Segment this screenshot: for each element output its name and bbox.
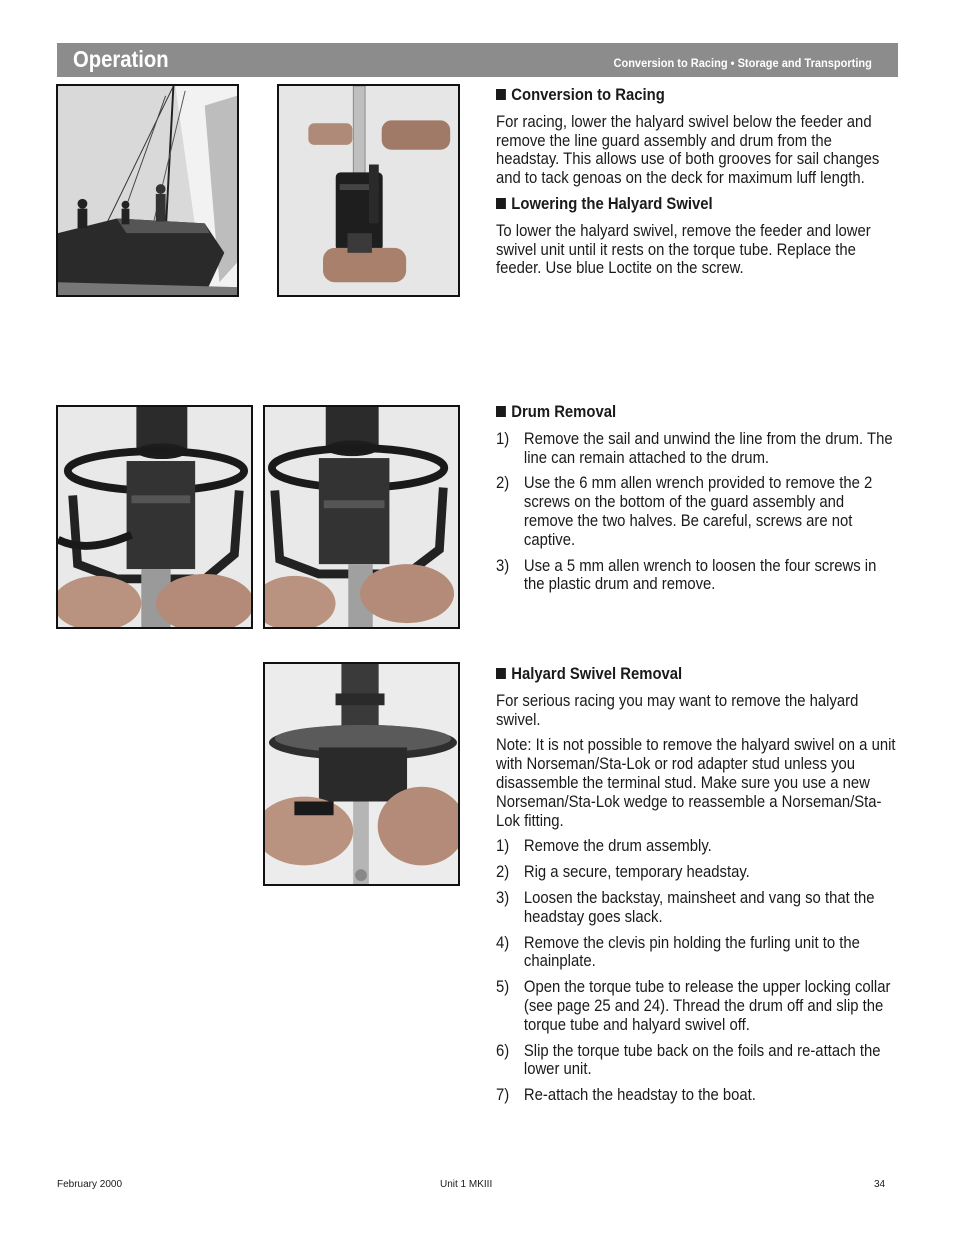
feeder-photo	[277, 84, 460, 297]
sailboat-photo	[56, 84, 239, 297]
list-item: 7) Re-attach the headstay to the boat.	[496, 1086, 756, 1105]
list-item: 3) Use a 5 mm allen wrench to loosen the four screws in the plastic drum and remove.	[496, 556, 877, 594]
header-bar	[57, 43, 898, 77]
halyard-swivel-note: Note: It is not possible to remove the halyard swivel on a unit with Norseman/Sta-Lok or rod adapter stud unless you disassemble the terminal stud. Make sure you use a new Norseman/Sta-Lok wedge to reassemble a Norseman/Sta-Lok fitting.	[496, 736, 896, 830]
footer-page-number: 34	[874, 1179, 886, 1190]
drum-removal-photo-2	[263, 405, 460, 629]
halyard-swivel-heading: Halyard Swivel Removal	[496, 665, 896, 684]
list-item: 3) Loosen the backstay, mainsheet and vang so that the headstay goes slack.	[496, 888, 875, 926]
halyard-swivel-section	[496, 665, 896, 1112]
list-item: 5) Open the torque tube to release the upper locking collar (see page 25 and 24). Thread the drum off and slip the torque tube and halyard swivel off.	[496, 978, 891, 1034]
lowering-heading: Lowering the Halyard Swivel	[496, 195, 896, 214]
footer-date: February 2000	[57, 1179, 123, 1190]
conversion-heading: Conversion to Racing	[496, 86, 896, 105]
conversion-body: For racing, lower the halyard swivel below the feeder and remove the line guard assembly and drum from the headstay. This allows use of both grooves for sail changes and to tack genoas on the deck for maximum luff length.	[496, 112, 880, 188]
conversion-section	[496, 86, 896, 285]
footer-model: Unit 1 MKIII	[440, 1179, 493, 1190]
lowering-body: To lower the halyard swivel, remove the feeder and lower swivel unit until it rests on the torque tube. Replace the feeder. Use blue Loctite on the screw.	[496, 221, 871, 278]
drum-removal-section	[496, 403, 896, 601]
list-item: 1) Remove the sail and unwind the line from the drum. The line can remain attached to the drum.	[496, 429, 893, 467]
list-item: 2) Use the 6 mm allen wrench provided to remove the 2 screws on the bottom of the guard assembly and remove the two halves. Be careful, screws are not captive.	[496, 474, 873, 549]
drum-removal-heading: Drum Removal	[496, 403, 896, 422]
halyard-swivel-intro: For serious racing you may want to remove the halyard swivel.	[496, 691, 859, 729]
halyard-swivel-photo	[263, 662, 460, 886]
page-subtitle: Conversion to Racing • Storage and Transporting	[613, 56, 872, 70]
drum-removal-photo-1	[56, 405, 253, 629]
list-item: 4) Remove the clevis pin holding the furling unit to the chainplate.	[496, 933, 860, 971]
list-item: 6) Slip the torque tube back on the foils and re-attach the lower unit.	[496, 1041, 881, 1079]
list-item: 2) Rig a secure, temporary headstay.	[496, 863, 750, 882]
page-title: Operation	[73, 46, 169, 72]
list-item: 1) Remove the drum assembly.	[496, 837, 712, 856]
